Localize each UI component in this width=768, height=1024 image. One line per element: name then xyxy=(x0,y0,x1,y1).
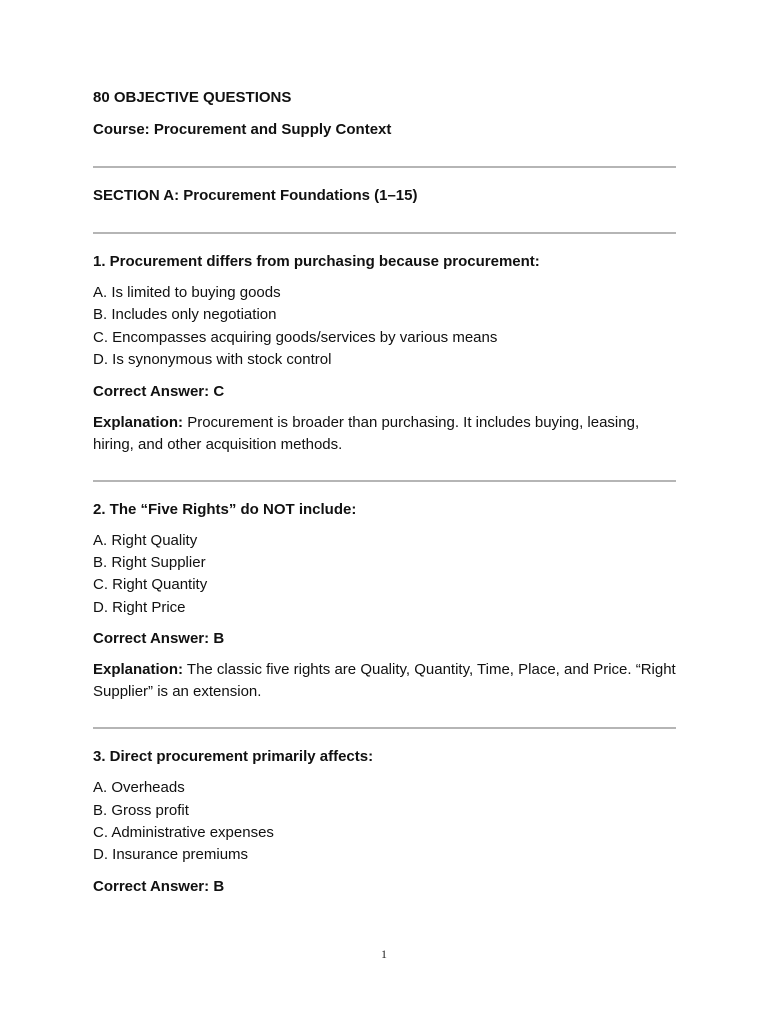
divider xyxy=(93,480,676,482)
option-b: B. Right Supplier xyxy=(93,554,206,572)
divider xyxy=(93,166,676,168)
question-text: 3. Direct procurement primarily affects: xyxy=(93,748,374,766)
document-page xyxy=(93,86,676,907)
question-block-2 xyxy=(93,498,676,704)
option-a: A. Right Quality xyxy=(93,531,198,549)
options-list xyxy=(93,777,676,867)
explanation xyxy=(93,412,676,456)
option-b: B. Gross profit xyxy=(93,801,189,819)
section-title: SECTION A: Procurement Foundations (1–15) xyxy=(93,187,418,204)
explanation-label: Explanation: xyxy=(93,661,184,679)
divider xyxy=(93,232,676,234)
option-c: C. Right Quantity xyxy=(93,576,208,594)
answer-label: Correct Answer: xyxy=(93,877,210,895)
divider xyxy=(93,727,676,729)
options-list xyxy=(93,530,676,620)
document-title: 80 OBJECTIVE QUESTIONS xyxy=(93,89,292,106)
page-number: 1 xyxy=(381,947,387,961)
options-list xyxy=(93,282,676,372)
correct-answer xyxy=(93,627,676,651)
correct-answer xyxy=(93,380,676,404)
option-a: A. Is limited to buying goods xyxy=(93,284,281,301)
explanation-label: Explanation: xyxy=(93,413,184,431)
question-text: 2. The “Five Rights” do NOT include: xyxy=(93,500,357,518)
explanation-text: Procurement is broader than purchasing. It includes buying, leasing, hiring, and other acquisition methods. xyxy=(93,413,640,453)
option-d: D. Is synonymous with stock control xyxy=(93,351,332,369)
option-b: B. Includes only negotiation xyxy=(93,306,277,324)
explanation xyxy=(93,659,676,703)
option-c: C. Administrative expenses xyxy=(93,824,274,842)
question-block-1 xyxy=(93,250,676,456)
answer-label: Correct Answer: xyxy=(93,630,210,648)
answer-value: B xyxy=(213,877,225,895)
question-block-3 xyxy=(93,745,676,899)
option-d: D. Right Price xyxy=(93,598,186,616)
answer-value: B xyxy=(213,630,225,648)
option-d: D. Insurance premiums xyxy=(93,846,249,864)
option-a: A. Overheads xyxy=(93,779,185,797)
question-text: 1. Procurement differs from purchasing because procurement: xyxy=(93,253,540,270)
explanation-text: The classic five rights are Quality, Quantity, Time, Place, and Price. “Right Supplier” is an extension. xyxy=(93,661,676,701)
correct-answer xyxy=(93,875,676,899)
answer-value: C xyxy=(213,382,225,400)
course-name: Course: Procurement and Supply Context xyxy=(93,121,392,138)
answer-label: Correct Answer: xyxy=(93,382,210,400)
option-c: C. Encompasses acquiring goods/services by various means xyxy=(93,328,498,346)
